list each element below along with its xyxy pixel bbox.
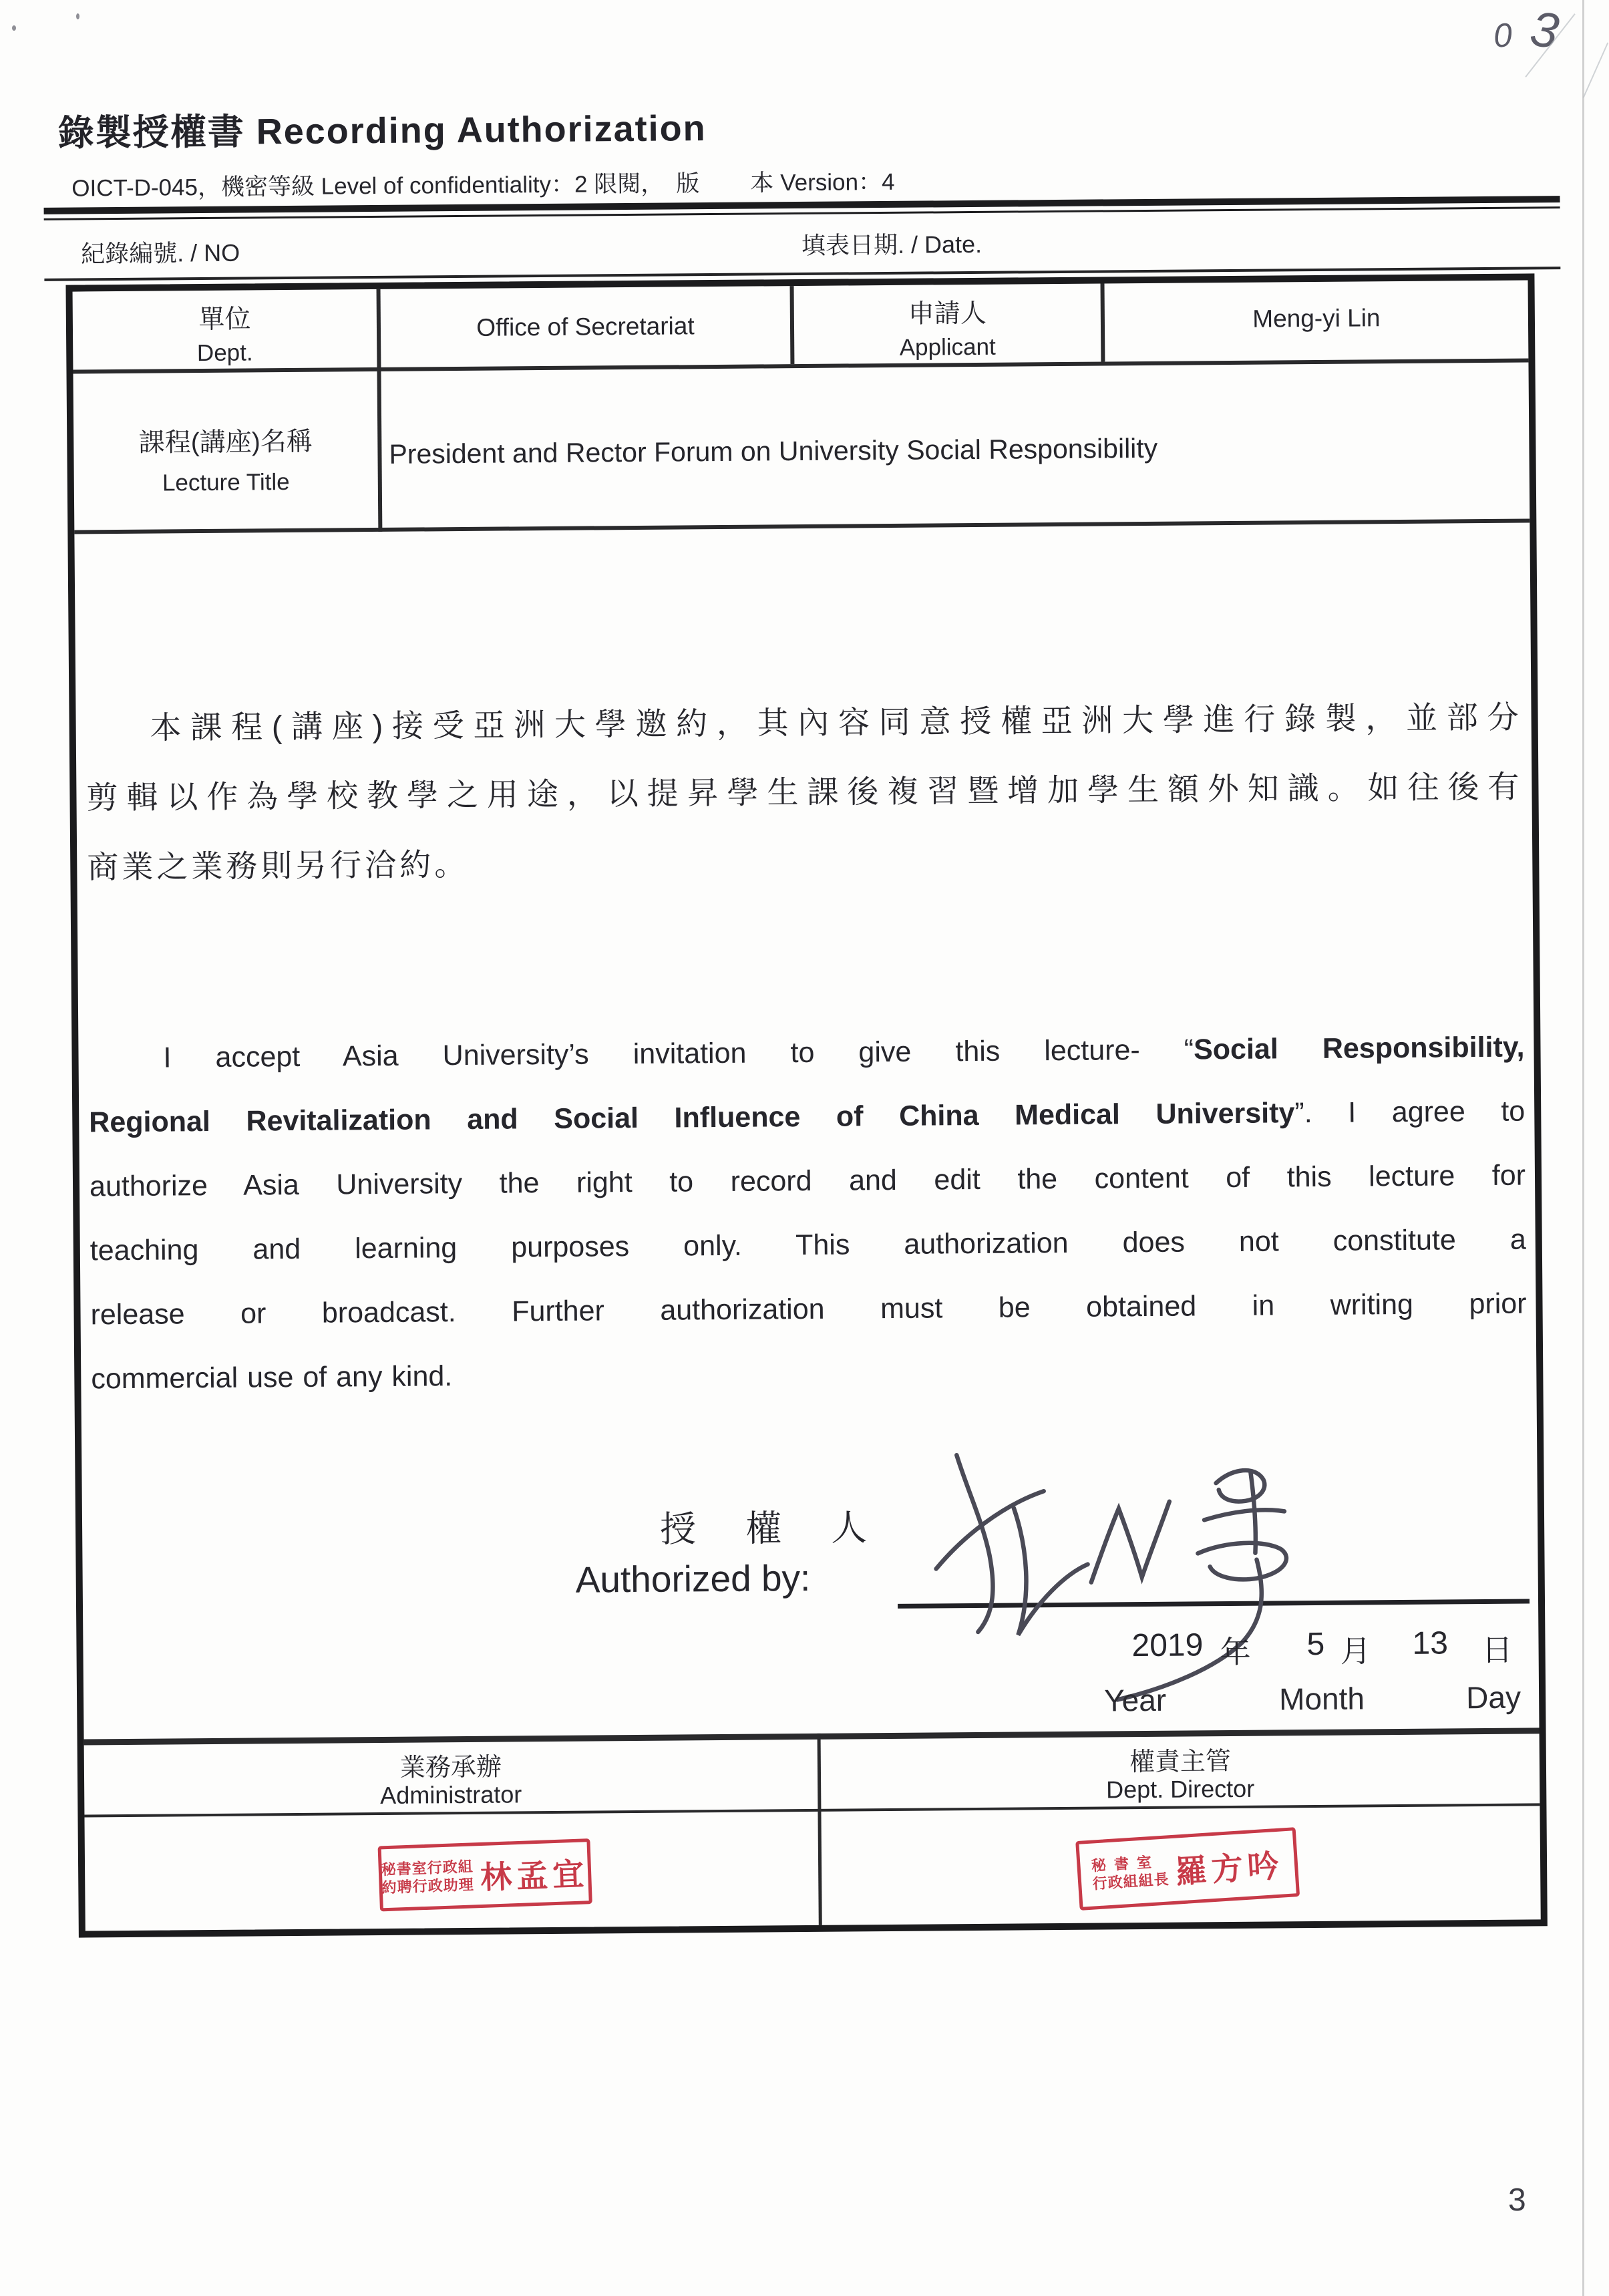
version-label-zh-1: 版 xyxy=(676,170,700,197)
date-year-unit: 年 xyxy=(1220,1634,1251,1670)
date-day-label: Day xyxy=(1465,1679,1522,1715)
chinese-body-line: 商業之業務則另行洽約。 xyxy=(87,846,470,885)
stamp-office-line: 秘書室 xyxy=(1091,1853,1160,1874)
english-body-line xyxy=(90,1208,1526,1283)
authorized-by-label-zh: 授 權 人 xyxy=(659,1508,874,1550)
date-year-label: Year xyxy=(1103,1682,1167,1718)
english-segment: ”. I agree to xyxy=(1294,1095,1526,1130)
english-body-line xyxy=(90,1144,1526,1219)
english-bold-segment: Regional Revitalization and Social Influence of China Medical University xyxy=(89,1097,1295,1139)
english-segment: release or broadcast. Further authorization must be obtained in writing prior xyxy=(90,1287,1527,1331)
english-body-line xyxy=(88,1015,1525,1091)
english-paragraph xyxy=(88,1015,1527,1412)
english-body-line xyxy=(90,1272,1527,1347)
english-bold-segment: Social Responsibility, xyxy=(1193,1031,1525,1066)
fill-date-label: 填表日期. / Date. xyxy=(801,230,982,259)
version-label-zh-2: 本 xyxy=(750,170,774,196)
doc-code-confidentiality: OICT-D-045，機密等級 Level of confidentiality：2 限閱， xyxy=(71,170,665,202)
signature-stroke xyxy=(1198,1542,1286,1580)
lecture-title-label-zh: 課程(講座)名稱 xyxy=(138,427,313,458)
applicant-value: Meng-yi Lin xyxy=(1252,304,1381,333)
english-segment: commercial use of any kind. xyxy=(91,1360,453,1396)
date-day-value: 13 xyxy=(1412,1625,1449,1661)
applicant-label-zh: 申請人 xyxy=(908,299,987,329)
dept-value: Office of Secretariat xyxy=(476,312,695,341)
page-number: 3 xyxy=(1508,2182,1526,2218)
version-value: Version：4 xyxy=(780,168,895,196)
signature-stroke xyxy=(1216,1470,1264,1502)
stamp-office-line: 行政組組長 xyxy=(1091,1870,1170,1893)
english-segment: authorize Asia University the right to record and edit the content of this lecture for xyxy=(89,1159,1526,1203)
authorized-by-label-en: Authorized by: xyxy=(575,1556,811,1601)
applicant-label-en: Applicant xyxy=(899,333,996,361)
stamp-name: 林孟宜 xyxy=(480,1855,590,1895)
date-year-value: 2019 xyxy=(1131,1627,1204,1664)
dept-label-en: Dept. xyxy=(196,339,253,367)
page-title: 錄製授權書 Recording Authorization xyxy=(57,108,707,154)
director-label-en: Dept. Director xyxy=(1105,1774,1255,1804)
scan-speck xyxy=(12,25,16,31)
administrator-label-zh: 業務承辦 xyxy=(399,1753,502,1782)
doc-meta-line xyxy=(71,164,895,204)
stamp-name: 羅方吟 xyxy=(1174,1846,1285,1890)
handwritten-digit-three: 3 xyxy=(1526,0,1563,59)
dept-label-zh: 單位 xyxy=(198,305,251,335)
signature-stroke xyxy=(1204,1510,1284,1520)
lecture-title-label-en: Lecture Title xyxy=(162,469,290,496)
stamp-office-column xyxy=(1091,1852,1170,1893)
date-month-unit: 月 xyxy=(1340,1633,1371,1669)
stamp-office-column xyxy=(381,1857,474,1897)
administrator-label-en: Administrator xyxy=(380,1780,522,1810)
chinese-body-line: 剪輯以作為學校教學之用途，以提昇學生課後複習暨增加學生額外知識。如往後有 xyxy=(86,768,1523,816)
date-month-value: 5 xyxy=(1306,1626,1325,1663)
row2-bottom-line xyxy=(74,518,1530,534)
english-segment: I accept Asia University’s invitation to give this lecture- “ xyxy=(163,1033,1194,1074)
english-segment: teaching and learning purposes only. This authorization does not constitute a xyxy=(90,1223,1526,1267)
stamp-office-line: 約聘行政助理 xyxy=(381,1876,475,1897)
date-month-label: Month xyxy=(1278,1681,1365,1717)
signature-stroke xyxy=(1091,1502,1170,1583)
director-label-zh: 權責主管 xyxy=(1129,1748,1232,1777)
chinese-body-line: 本課程(講座)接受亞洲大學邀約，其內容同意授權亞洲大學進行錄製，並部分 xyxy=(150,699,1522,746)
stamp-office-line: 秘書室行政組 xyxy=(381,1858,474,1878)
form-table xyxy=(65,273,1547,1937)
scan-speck xyxy=(76,13,79,19)
english-body-line xyxy=(91,1336,1528,1412)
chinese-paragraph xyxy=(85,683,1523,903)
signature-stroke xyxy=(1014,1508,1088,1635)
handwritten-digit-zero: 0 xyxy=(1492,16,1513,55)
administrator-stamp xyxy=(378,1838,592,1911)
date-day-unit: 日 xyxy=(1481,1632,1513,1668)
english-body-line xyxy=(89,1080,1526,1155)
lecture-title-value: President and Rector Forum on University Social Responsibility xyxy=(389,432,1158,470)
scanner-edge-line xyxy=(1582,0,1584,2296)
record-number-label: 紀錄編號. / NO xyxy=(80,238,240,268)
director-stamp xyxy=(1075,1827,1300,1911)
